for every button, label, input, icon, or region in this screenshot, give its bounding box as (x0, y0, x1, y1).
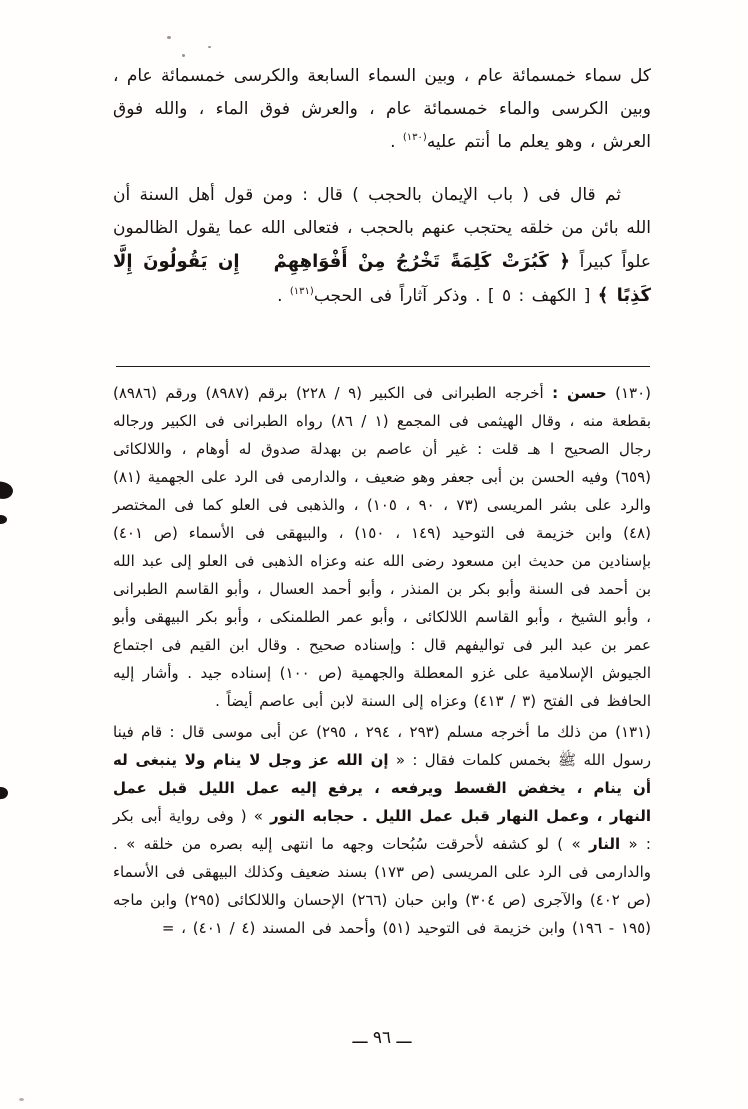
scan-speck (20, 1098, 25, 1101)
scan-speck (209, 46, 212, 48)
paragraph-1-text: كل سماء خمسمائة عام ، وبين السماء السابعة والكرسى خمسمائة عام ، وبين الكرسى والماء خمسمائة عام ، والعرش فوق الماء ، والله فوق العرش ، وهو يعلم ما أنتم عليه (114, 66, 652, 152)
footnote-ref-130: (١٣٠) (403, 132, 428, 143)
footnote-131-number: (١٣١) (608, 723, 652, 741)
scan-smudge (0, 515, 8, 524)
verse-citation: [ الكهف : ٥ ] . وذكر آثاراً فى الحجب (314, 286, 599, 306)
footnote-ref-131: (١٣١) (290, 286, 315, 297)
scan-smudge (0, 786, 9, 799)
footnote-130-text: أخرجه الطبرانى فى الكبير (٩ / ٢٢٨) برقم (٨٩٨٧) ورقم (٨٩٨٦) بقطعة منه ، وقال الهيثمى فى المجمع (١ / ٨٦) رواه الطبرانى فى الكبير ورجاله رجال الصحيح ا هـ قلت : غير أن عاصم بن بهدلة صدوق له أوهام ، واللالكائى (٦٥٩) وفيه الحسن بن أبى جعفر وهو ضعيف ، والدارمى فى الرد على الجهمية (٨١) والرد على بشر المريسى (٧٣ ، ٩٠ ، ١٠٥) ، والذهبى فى العلو كما فى المختصر (٤٨) وابن خزيمة فى التوحيد (١٤٩ ، ١٥٠) ، والبيهقى فى الأسماء (ص ٤٠١) بإسنادين من حديث ابن مسعود رضى الله عنه وعزاه الذهبى فى العلو إلى عبد الله بن أحمد فى السنة وأبو بكر بن المنذر ، وأبو أحمد العسال ، وأبو القاسم الطبرانى ، وأبو الشيخ ، وأبو القاسم اللالكائى ، وأبو عمر الطلمنكى ، وأبو بكر البيهقى وأبو عمر بن عبد البر فى تواليفهم قال : وإسناده صحيح . وقال ابن القيم فى اجتماع الجيوش الإسلامية على غزو المعطلة والجهمية (ص ١٠٠) إسناده جيد . وأشار إليه الحافظ فى الفتح (٣ / ٤١٣) وعزاه إلى السنة لابن أبى عاصم أيضاً . (114, 384, 653, 710)
scan-speck (183, 54, 186, 57)
scan-smudge (0, 481, 15, 500)
ornate-open-bracket: ﴿ (560, 251, 571, 272)
paragraph-2-lead: ثم قال فى ( باب الإيمان بالحجب ) قال : ومن قول أهل السنة أن الله بائن من خلقه يحتجب عنهم بالحجب ، فتعالى الله عما يقول الظالمون علواً كبيراً (114, 185, 652, 272)
paragraph-1 (114, 60, 652, 161)
footnotes-section (114, 379, 652, 942)
body-text (114, 60, 652, 315)
page-number: ـــ ٩٦ ـــ (353, 1028, 413, 1048)
footnote-131 (114, 718, 652, 942)
footnote-130-grade: حسن : (553, 384, 608, 402)
paragraph-2-period: . (278, 286, 291, 306)
footnote-130 (114, 379, 652, 715)
footnote-131-hadith-bold: إن الله عز وجل لا ينام ولا ينبغى له أن ينام ، يخفض القسط ويرفعه ، يرفع إليه عمل الليل قبل عمل النهار ، وعمل النهار قبل عمل الليل . حجابه النور (114, 751, 652, 825)
verse-text-a: كَبُرَتْ كَلِمَةً تَخْرُجُ مِنْ أَفْوَاهِهِمْ (274, 251, 550, 272)
footnote-131-text-1: من ذلك ما أخرجه مسلم (٢٩٣ ، ٢٩٤ ، ٢٩٥) عن أبى موسى قال : قام فينا رسول الله ﷺ بخمس كلمات فقال : « (114, 723, 652, 769)
footnote-131-variant-bold: النار (589, 835, 622, 853)
footnote-131-text-2: » ( وفى رواية أبى بكر : « (114, 807, 652, 853)
footnote-131-text-3: » ) لو كشفه لأحرقت سُبُحات وجهه ما انتهى إليه بصره من خلقه » . والدارمى فى الرد على المريسى (ص ١٧٣) بسند ضعيف وكذلك البيهقى فى الأسماء (ص ٤٠٢) والآجرى (ص ٣٠٤) وابن حبان (٢٦٦) الإحسان واللالكائى (٢٩٥) وابن ماجه (١٩٥ - ١٩٦) وابن خزيمة فى التوحيد (٥١) وأحمد فى المسند (٤ / ٤٠١) ، = (114, 835, 652, 937)
scan-speck (168, 36, 172, 39)
ornate-close-bracket: ﴾ (598, 285, 610, 306)
paragraph-2 (114, 179, 652, 315)
footnote-separator-rule (117, 366, 651, 367)
paragraph-1-period: . (391, 132, 404, 152)
footnote-130-number: (١٣٠) (607, 384, 652, 402)
verse-text-b: إِن يَقُولُونَ إِلَّا كَذِبًا (114, 251, 652, 306)
